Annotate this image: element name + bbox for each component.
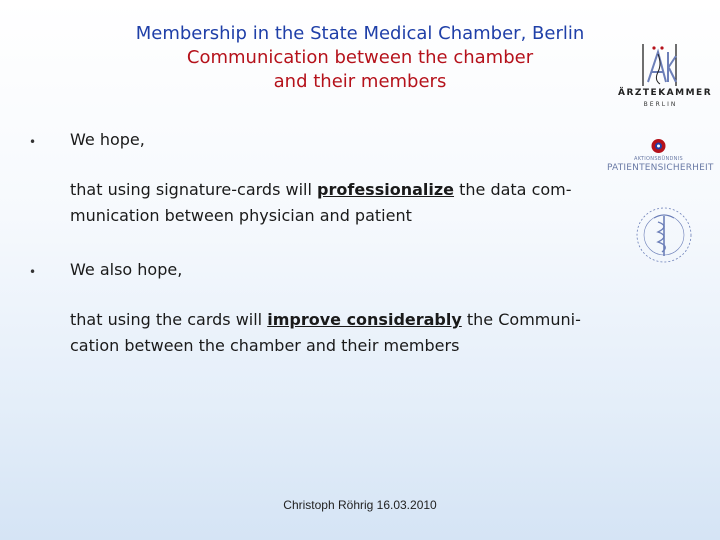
slide-title	[0, 22, 720, 94]
paragraph-line: that using signature-cards will professionalize the data com-	[70, 180, 572, 199]
patientensicherheit-small-label: AKTIONSBÜNDNIS	[634, 156, 683, 162]
paragraph-line: cation between the chamber and their members	[70, 336, 460, 355]
patientensicherheit-logo	[607, 136, 714, 178]
bullet-paragraph-2	[70, 307, 615, 359]
aerztekammer-logo-icon	[618, 42, 703, 88]
emphasis-text: improve considerably	[267, 310, 462, 329]
patientensicherheit-logo-icon	[607, 136, 710, 156]
aerztekammer-name: ÄRZTEKAMMER	[618, 88, 713, 98]
title-line-2: Communication between the chamber	[186, 47, 534, 68]
bundesaerztekammer-seal	[628, 204, 700, 266]
title-line-1: Membership in the State Medical Chamber, Berlin	[135, 23, 585, 44]
bullet-marker: •	[29, 265, 37, 279]
bullet-paragraph-1	[70, 177, 615, 229]
bullet-heading-2: We also hope,	[70, 260, 183, 279]
aerztekammer-logo	[618, 42, 713, 112]
paragraph-line: that using the cards will improve considerably the Communi-	[70, 310, 581, 329]
aerztekammer-city: BERLIN	[643, 101, 678, 108]
bullet-marker: •	[29, 135, 37, 149]
patientensicherheit-label: PATIENTENSICHERHEIT	[607, 163, 714, 173]
paragraph-line: munication between physician and patient	[70, 206, 412, 225]
footer-author-date: Christoph Röhrig 16.03.2010	[283, 498, 437, 512]
bullet-heading-1: We hope,	[70, 130, 145, 149]
title-line-3: and their members	[273, 71, 447, 92]
bundesaerztekammer-seal-icon	[628, 204, 700, 266]
emphasis-text: professionalize	[317, 180, 455, 199]
